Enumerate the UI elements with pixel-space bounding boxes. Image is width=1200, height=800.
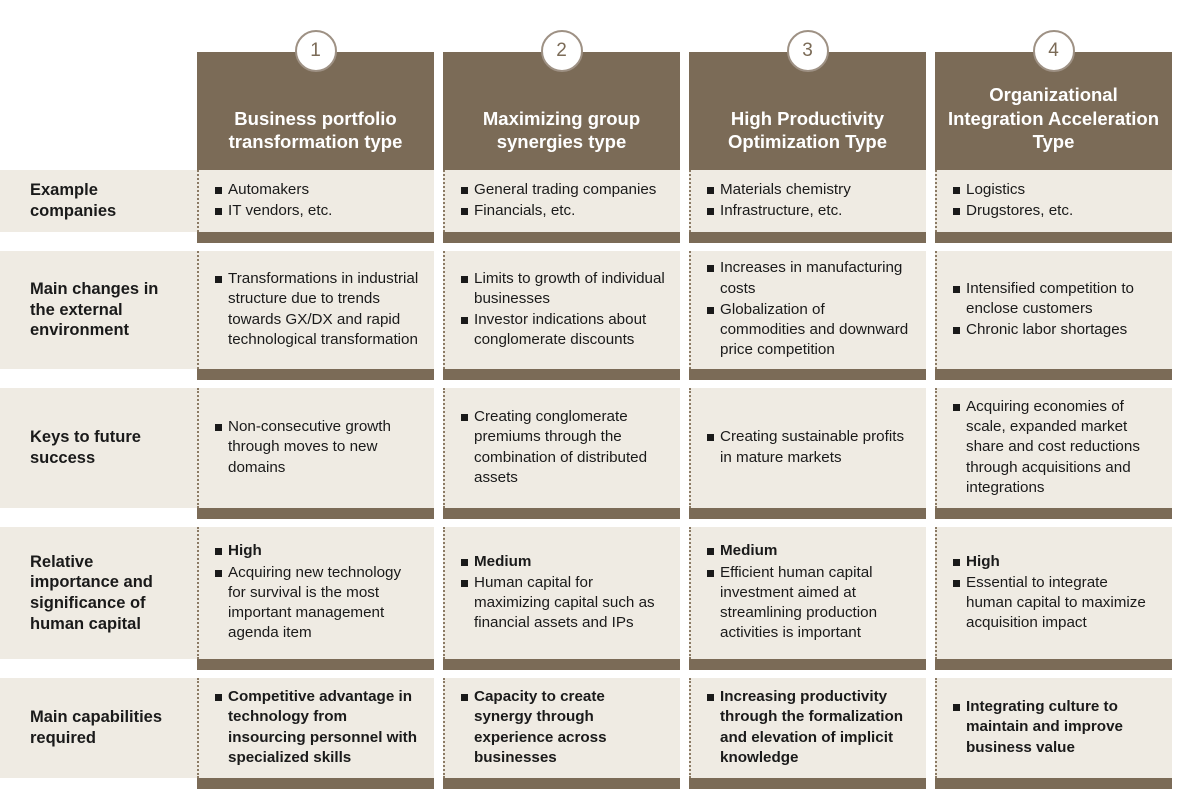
matrix-cell[interactable]	[197, 170, 434, 232]
bullet-list	[707, 427, 912, 468]
bullet-list	[707, 687, 912, 769]
matrix-row	[0, 678, 1200, 778]
row-gap	[0, 519, 1200, 527]
bullet-item: Investor indications about conglomerate discounts	[461, 310, 666, 350]
matrix-cell[interactable]	[443, 527, 680, 659]
row-separator	[0, 369, 1200, 380]
row-gap	[0, 243, 1200, 251]
matrix-cell[interactable]	[443, 170, 680, 232]
row-separator-bar	[689, 778, 926, 789]
bullet-item: Logistics	[953, 180, 1158, 200]
row-separator	[0, 659, 1200, 670]
row-separator-bars	[197, 508, 1200, 519]
matrix-cell[interactable]	[197, 678, 434, 778]
bullet-item: Infrastructure, etc.	[707, 201, 912, 221]
row-separator-bars	[197, 232, 1200, 243]
row-label: Keys to future success	[0, 388, 197, 508]
bullet-list	[953, 397, 1158, 499]
row-label: Main capabilities required	[0, 678, 197, 778]
matrix-cell[interactable]	[935, 388, 1172, 508]
matrix-cell[interactable]	[689, 388, 926, 508]
bullet-item: Creating conglomerate premiums through the combination of distributed assets	[461, 407, 666, 488]
row-separator-bars	[197, 778, 1200, 789]
bullet-item: Globalization of commodities and downward price competition	[707, 300, 912, 361]
row-separator-bar	[689, 508, 926, 519]
bullet-item: Increases in manufacturing costs	[707, 258, 912, 298]
bullet-list	[215, 417, 420, 479]
bullet-list	[707, 258, 912, 361]
column-number-badge-3: 3	[787, 30, 829, 72]
row-separator-bar	[443, 369, 680, 380]
bullet-item: Drugstores, etc.	[953, 201, 1158, 221]
matrix-cell[interactable]	[935, 678, 1172, 778]
column-header-1[interactable]	[197, 39, 434, 170]
bullet-item: IT vendors, etc.	[215, 201, 420, 221]
bullet-item: Increasing productivity through the formalization and elevation of implicit knowledge	[707, 687, 912, 768]
bullet-list	[461, 269, 666, 352]
bullet-item: Integrating culture to maintain and improve business value	[953, 697, 1158, 758]
matrix-row	[0, 527, 1200, 659]
row-separator-bar	[443, 232, 680, 243]
column-number-badge-2: 2	[541, 30, 583, 72]
row-separator-bars	[197, 369, 1200, 380]
matrix-cell[interactable]	[689, 678, 926, 778]
column-number-badge-4: 4	[1033, 30, 1075, 72]
row-separator-spacer	[0, 778, 197, 789]
bullet-item: Non-consecutive growth through moves to new domains	[215, 417, 420, 478]
bullet-item: Financials, etc.	[461, 201, 666, 221]
column-header-3[interactable]	[689, 39, 926, 170]
matrix-cell[interactable]	[197, 251, 434, 369]
matrix-row	[0, 388, 1200, 508]
matrix-cell[interactable]	[197, 527, 434, 659]
row-separator-bar	[443, 659, 680, 670]
bullet-item: Efficient human capital investment aimed at streamlining production activities is important	[707, 563, 912, 644]
bullet-list	[953, 552, 1158, 635]
matrix-cell[interactable]	[197, 388, 434, 508]
bullet-item: High	[215, 541, 420, 561]
row-separator	[0, 508, 1200, 519]
bullet-list	[215, 269, 420, 351]
column-header-4[interactable]	[935, 39, 1172, 170]
bullet-item: Automakers	[215, 180, 420, 200]
bullet-item: Capacity to create synergy through experience across businesses	[461, 687, 666, 768]
row-separator-bar	[935, 232, 1172, 243]
header-cells	[197, 39, 1200, 170]
bullet-item: Limits to growth of individual businesses	[461, 269, 666, 309]
bullet-item: Essential to integrate human capital to maximize acquisition impact	[953, 573, 1158, 634]
bullet-list	[461, 552, 666, 635]
matrix-cell[interactable]	[689, 527, 926, 659]
column-header-title-4: Organizational Integration Acceleration Type	[947, 83, 1160, 153]
row-separator-spacer	[0, 369, 197, 380]
bullet-item: Medium	[707, 541, 912, 561]
bullet-list	[461, 407, 666, 489]
bullet-item: Creating sustainable profits in mature markets	[707, 427, 912, 467]
column-number-badge-1: 1	[295, 30, 337, 72]
matrix-header-row	[0, 39, 1200, 170]
row-separator-bar	[689, 369, 926, 380]
row-separator-bar	[197, 508, 434, 519]
matrix-body	[0, 170, 1200, 789]
column-header-title-1: Business portfolio transformation type	[228, 107, 403, 153]
row-separator-bar	[443, 508, 680, 519]
row-separator-spacer	[0, 232, 197, 243]
matrix-cell[interactable]	[443, 251, 680, 369]
bullet-item: Human capital for maximizing capital such as financial assets and IPs	[461, 573, 666, 634]
matrix-cell[interactable]	[443, 678, 680, 778]
column-header-title-2: Maximizing group synergies type	[482, 107, 641, 153]
bullet-list	[953, 180, 1158, 222]
row-gap	[0, 670, 1200, 678]
row-separator-bar	[935, 778, 1172, 789]
header-corner-spacer	[0, 52, 197, 170]
bullet-list	[707, 541, 912, 644]
row-separator	[0, 232, 1200, 243]
matrix-row	[0, 251, 1200, 369]
matrix-row	[0, 170, 1200, 232]
row-cells	[197, 251, 1200, 369]
bullet-item: Medium	[461, 552, 666, 572]
bullet-list	[215, 687, 420, 769]
matrix-cell[interactable]	[689, 251, 926, 369]
bullet-item: General trading companies	[461, 180, 666, 200]
row-separator-bar	[935, 659, 1172, 670]
bullet-list	[215, 180, 420, 222]
bullet-list	[953, 279, 1158, 342]
bullet-list	[461, 180, 666, 222]
bullet-item: High	[953, 552, 1158, 572]
row-separator-bar	[197, 778, 434, 789]
row-separator-spacer	[0, 659, 197, 670]
row-separator-bar	[689, 232, 926, 243]
row-label: Relative importance and significance of human capital	[0, 527, 197, 659]
bullet-list	[215, 541, 420, 644]
bullet-list	[953, 697, 1158, 759]
row-cells	[197, 170, 1200, 232]
row-separator-bar	[197, 232, 434, 243]
row-gap	[0, 380, 1200, 388]
row-separator-spacer	[0, 508, 197, 519]
row-separator-bar	[689, 659, 926, 670]
row-cells	[197, 388, 1200, 508]
row-separator-bar	[197, 659, 434, 670]
row-cells	[197, 527, 1200, 659]
row-separator-bar	[443, 778, 680, 789]
row-cells	[197, 678, 1200, 778]
row-label: Main changes in the external environment	[0, 251, 197, 369]
bullet-item: Transformations in industrial structure due to trends towards GX/DX and rapid technological transformation	[215, 269, 420, 350]
row-separator-bar	[935, 508, 1172, 519]
matrix-cell[interactable]	[935, 170, 1172, 232]
column-header-2[interactable]	[443, 39, 680, 170]
row-separator-bar	[197, 369, 434, 380]
row-label: Example companies	[0, 170, 197, 232]
bullet-item: Materials chemistry	[707, 180, 912, 200]
bullet-item: Intensified competition to enclose customers	[953, 279, 1158, 319]
bullet-list	[707, 180, 912, 222]
matrix-cell[interactable]	[443, 388, 680, 508]
row-separator	[0, 778, 1200, 789]
bullet-list	[461, 687, 666, 769]
column-header-title-3: High Productivity Optimization Type	[728, 107, 887, 153]
matrix-cell[interactable]	[689, 170, 926, 232]
bullet-item: Acquiring new technology for survival is the most important management agenda item	[215, 563, 420, 644]
bullet-item: Acquiring economies of scale, expanded market share and cost reductions through acquisitions and integrations	[953, 397, 1158, 498]
row-separator-bar	[935, 369, 1172, 380]
matrix-cell[interactable]	[935, 527, 1172, 659]
bullet-item: Competitive advantage in technology from insourcing personnel with specialized skills	[215, 687, 420, 768]
row-separator-bars	[197, 659, 1200, 670]
bullet-item: Chronic labor shortages	[953, 320, 1158, 340]
matrix-cell[interactable]	[935, 251, 1172, 369]
